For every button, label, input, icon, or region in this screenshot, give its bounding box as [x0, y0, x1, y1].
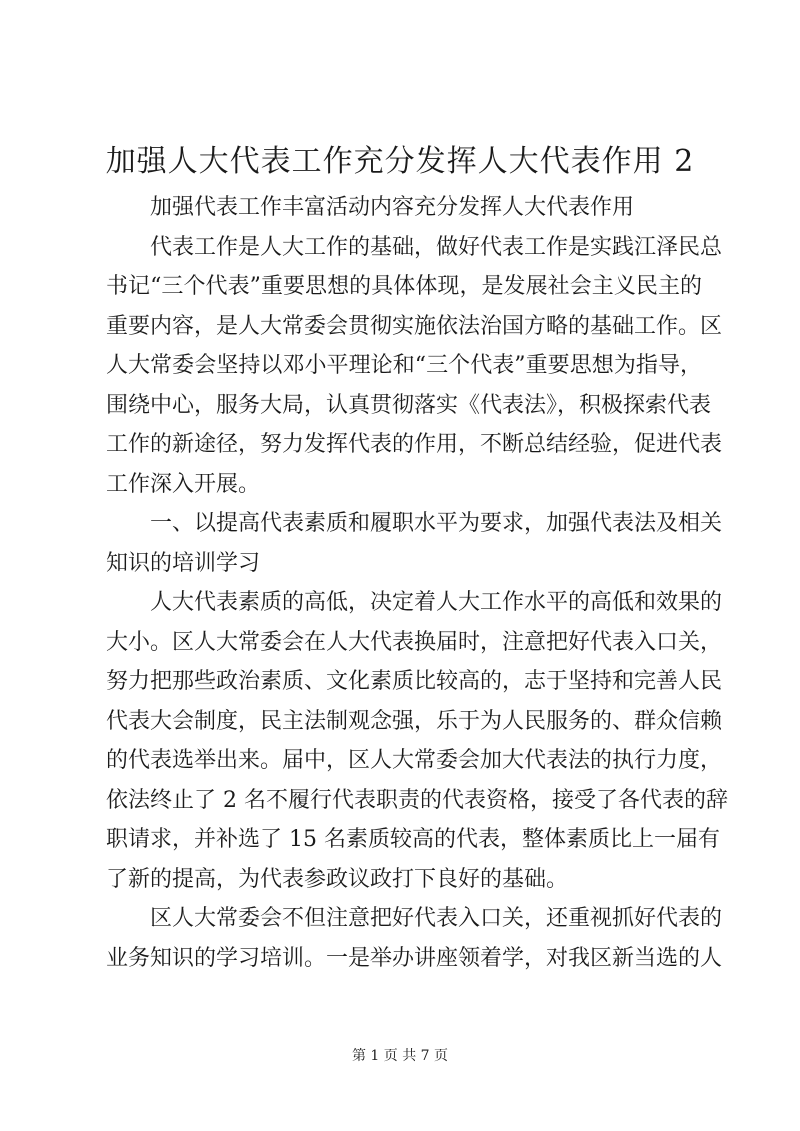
text-line: 人大常委会坚持以邓小平理论和“三个代表”重要思想为指导，: [106, 353, 702, 378]
text-line: 代表大会制度，民主法制观念强，乐于为人民服务的、群众信赖: [106, 708, 723, 734]
text-line: 区人大常委会不但注意把好代表入口关，还重视抓好代表的: [150, 906, 723, 931]
text-line: 业务知识的学习培训。一是举办讲座领着学，对我区新当选的人: [106, 945, 723, 971]
text-line: 加强代表工作丰富活动内容充分发挥人大代表作用: [150, 195, 635, 220]
paragraph: [106, 583, 728, 899]
text-line: 职请求，并补选了 15 名素质较高的代表，整体素质比上一届有: [106, 827, 720, 852]
section-heading: [106, 504, 723, 583]
text-line: 大小。区人大常委会在人大代表换届时，注意把好代表入口关，: [106, 629, 723, 655]
document-title: 加强人大代表工作充分发挥人大代表作用 2: [105, 144, 695, 179]
text-line: 一、以提高代表素质和履职水平为要求，加强代表法及相关: [150, 511, 723, 536]
paragraph: [106, 188, 702, 228]
text-line: 努力把那些政治素质、文化素质比较高的，志于坚持和完善人民: [106, 669, 723, 694]
text-line: 依法终止了 2 名不履行代表职责的代表资格，接受了各代表的辞: [106, 787, 728, 813]
document-body: [106, 188, 728, 978]
text-line: 的代表选举出来。届中，区人大常委会加大代表法的执行力度，: [106, 748, 723, 773]
text-line: 围绕中心，服务大局，认真贯彻落实《代表法》，积极探索代表: [106, 392, 712, 418]
text-line: 知识的培训学习: [106, 550, 261, 576]
text-line: 工作深入开展。: [106, 471, 261, 497]
paragraph: [106, 899, 723, 978]
text-line: 代表工作是人大工作的基础，做好代表工作是实践江泽民总: [150, 234, 723, 260]
text-line: 书记“三个代表”重要思想的具体体现，是发展社会主义民主的: [106, 274, 702, 299]
text-line: 工作的新途径，努力发挥代表的作用，不断总结经验，促进代表: [106, 432, 723, 457]
page-number-footer: 第 1 页 共 7 页: [351, 1048, 449, 1064]
text-line: 重要内容，是人大常委会贯彻实施依法治国方略的基础工作。区: [106, 313, 723, 339]
text-line: 人大代表素质的高低，决定着人大工作水平的高低和效果的: [150, 590, 723, 615]
paragraph: [106, 228, 723, 505]
text-line: 了新的提高，为代表参政议政打下良好的基础。: [106, 866, 569, 892]
